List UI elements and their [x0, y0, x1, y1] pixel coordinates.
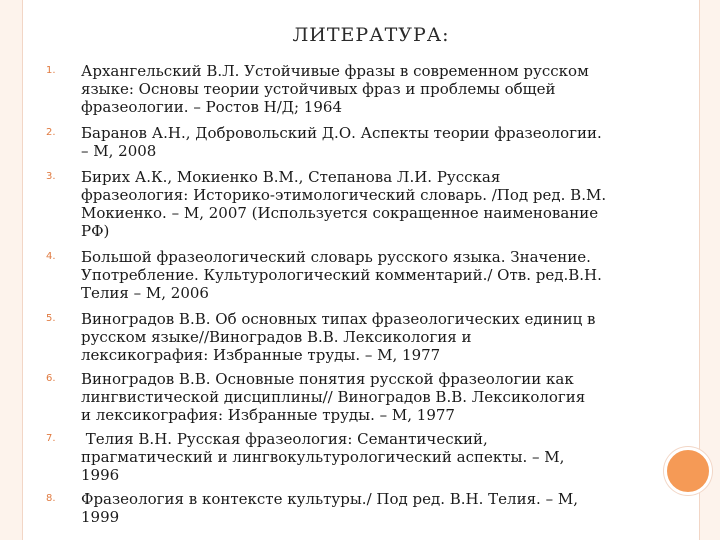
text-line: Виноградов В.В. Об основных типах фразеологических единиц в — [81, 310, 596, 328]
list-item-number: 6. — [46, 373, 56, 384]
text-line: фразеология: Историко-этимологический словарь. /Под ред. В.М. — [81, 186, 607, 204]
text-line: РФ) — [81, 222, 110, 240]
slide-page — [22, 0, 700, 540]
text-line: и лексикография: Избранные труды. – М, 1977 — [81, 406, 455, 424]
text-line: лексикография: Избранные труды. – М, 1977 — [81, 346, 441, 364]
text-line: Большой фразеологический словарь русского языка. Значение. — [81, 248, 591, 266]
text-line: лингвистической дисциплины// Виноградов В.В. Лексикология — [81, 388, 586, 406]
text-line: – М, 2008 — [81, 142, 157, 160]
text-line: Виноградов В.В. Основные понятия русской фразеологии как — [81, 370, 574, 388]
text-line: прагматический и лингвокультурологический аспекты. – М, — [81, 448, 565, 466]
text-line: Архангельский В.Л. Устойчивые фразы в современном русском — [81, 62, 589, 80]
text-line: Фразеология в контексте культуры./ Под ред. В.Н. Телия. – М, — [81, 490, 578, 508]
text-line: Телия В.Н. Русская фразеология: Семантический, — [81, 430, 488, 448]
text-line: Употребление. Культурологический комментарий./ Отв. ред.В.Н. — [81, 266, 602, 284]
list-item-number: 8. — [46, 493, 56, 504]
list-item-number: 1. — [46, 65, 56, 76]
list-item-number: 7. — [46, 433, 56, 444]
decorative-circle — [664, 447, 712, 495]
list-item-text — [81, 310, 681, 364]
text-line: 1996 — [81, 466, 120, 484]
text-line: языке: Основы теории устойчивых фраз и проблемы общей — [81, 80, 556, 98]
list-item-number: 3. — [46, 171, 56, 182]
list-item-text — [81, 248, 681, 302]
text-line: Бирих А.К., Мокиенко В.М., Степанова Л.И. Русская — [81, 168, 501, 186]
page-title: ЛИТЕРАТУРА: — [292, 24, 450, 46]
text-line: 1999 — [81, 508, 120, 526]
list-item-number: 2. — [46, 127, 56, 138]
list-item-number: 5. — [46, 313, 56, 324]
list-item-text — [81, 62, 681, 116]
text-line: Мокиенко. – М, 2007 (Используется сокращенное наименование — [81, 204, 599, 222]
text-line: фразеологии. – Ростов Н/Д; 1964 — [81, 98, 342, 116]
list-item-text — [81, 168, 681, 240]
text-line: Телия – М, 2006 — [81, 284, 209, 302]
list-item-text — [81, 430, 681, 484]
list-item-text — [81, 370, 681, 424]
list-item-number: 4. — [46, 251, 56, 262]
text-line: Баранов А.Н., Добровольский Д.О. Аспекты теории фразеологии. — [81, 124, 602, 142]
list-item-text — [81, 490, 681, 526]
text-line: русском языке//Виноградов В.В. Лексикология и — [81, 328, 472, 346]
list-item-text — [81, 124, 681, 160]
